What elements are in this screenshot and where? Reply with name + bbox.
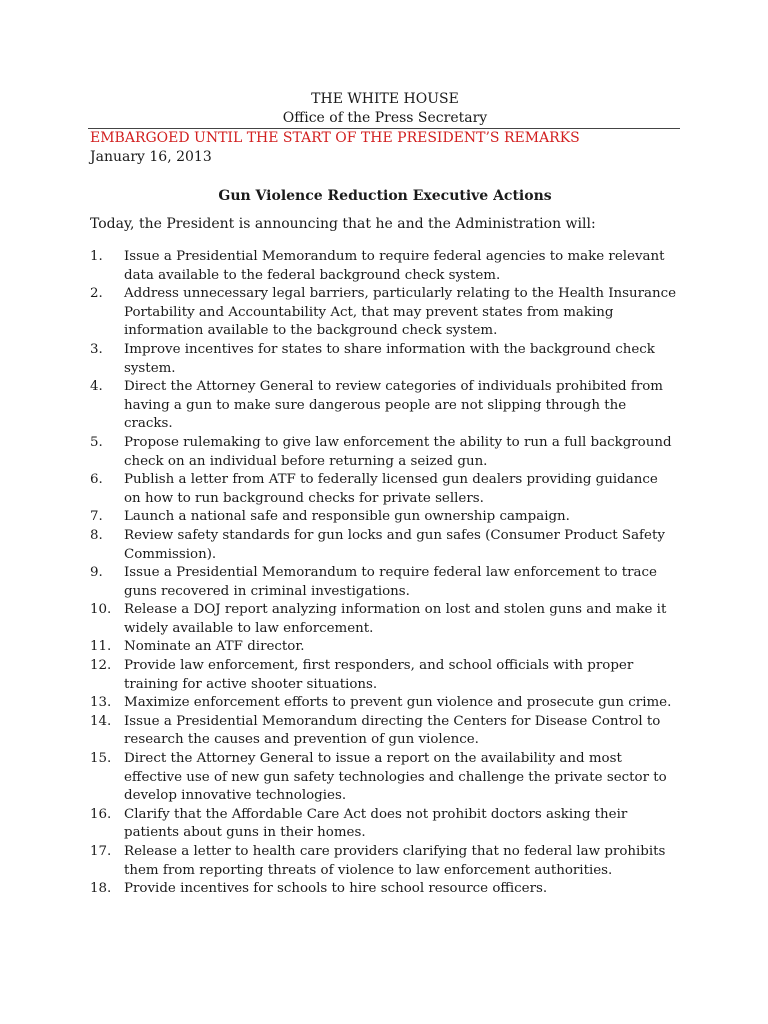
action-item: [90, 341, 682, 378]
embargo-notice: EMBARGOED UNTIL THE START OF THE PRESIDENT’S REMARKS: [90, 130, 580, 146]
action-text: Review safety standards for gun locks and gun safes (Consumer Product Safety Commission).: [124, 527, 665, 562]
action-item: [90, 601, 682, 638]
action-number: 16.: [90, 806, 112, 822]
action-item: [90, 508, 682, 527]
action-number: 6.: [90, 472, 103, 488]
action-item: [90, 880, 682, 899]
header-subtitle: Office of the Press Secretary: [282, 110, 488, 126]
action-number: 3.: [90, 341, 103, 357]
action-text: Publish a letter from ATF to federally licensed gun dealers providing guidance on how to run background checks for private sellers.: [124, 472, 658, 506]
action-text: Improve incentives for states to share information with the background check system.: [124, 341, 655, 376]
actions-list: [90, 248, 682, 899]
action-number: 1.: [90, 249, 103, 264]
action-item: [90, 638, 682, 657]
action-item: [90, 843, 682, 880]
action-item: [90, 248, 682, 285]
letterhead: [90, 90, 680, 128]
action-item: [90, 713, 682, 750]
action-number: 11.: [90, 639, 112, 655]
action-number: 7.: [90, 509, 103, 525]
action-number: 17.: [90, 844, 112, 859]
action-text: Release a letter to health care providers clarifying that no federal law prohibits them from reporting threats of violence to law enforcement authorities.: [124, 844, 666, 878]
action-number: 9.: [90, 565, 103, 581]
action-item: [90, 564, 682, 601]
header-title: THE WHITE HOUSE: [311, 91, 459, 107]
action-number: 18.: [90, 881, 112, 897]
action-text: Address unnecessary legal barriers, particularly relating to the Health Insurance Portability and Accountability Act, that may prevent states from making information available to the background check system.: [124, 286, 677, 339]
action-text: Nominate an ATF director.: [124, 639, 305, 655]
action-text: Direct the Attorney General to review categories of individuals prohibited from having a gun to make sure dangerous people are not slipping through the cracks.: [124, 379, 663, 432]
action-item: [90, 657, 682, 694]
action-text: Propose rulemaking to give law enforcement the ability to run a full background check on an individual before returning a seized gun.: [124, 434, 672, 469]
action-item: [90, 694, 682, 713]
action-item: [90, 806, 682, 843]
action-text: Provide incentives for schools to hire school resource officers.: [124, 881, 548, 897]
action-text: Clarify that the Affordable Care Act does not prohibit doctors asking their patients about guns in their homes.: [124, 806, 628, 841]
intro-paragraph: Today, the President is announcing that he and the Administration will:: [90, 216, 596, 232]
action-number: 2.: [90, 286, 103, 302]
action-item: [90, 434, 682, 471]
action-text: Issue a Presidential Memorandum directing the Centers for Disease Control to research the causes and prevention of gun violence.: [124, 713, 661, 748]
action-number: 8.: [90, 527, 103, 543]
action-number: 13.: [90, 695, 112, 711]
action-item: [90, 378, 682, 434]
action-text: Launch a national safe and responsible gun ownership campaign.: [124, 509, 570, 525]
action-text: Release a DOJ report analyzing information on lost and stolen guns and make it widely available to law enforcement.: [124, 602, 667, 636]
action-item: [90, 527, 682, 564]
action-number: 10.: [90, 602, 112, 618]
release-date: January 16, 2013: [90, 149, 212, 165]
action-number: 14.: [90, 713, 112, 729]
action-item: [90, 285, 682, 341]
document-title: Gun Violence Reduction Executive Actions: [218, 188, 552, 204]
action-number: 4.: [90, 379, 103, 395]
action-text: Issue a Presidential Memorandum to require federal agencies to make relevant data available to the federal background check system.: [124, 249, 665, 283]
action-text: Maximize enforcement efforts to prevent gun violence and prosecute gun crime.: [124, 695, 672, 711]
action-text: Direct the Attorney General to issue a report on the availability and most effective use of new gun safety technologies and challenge the private sector to develop innovative technologies.: [124, 751, 667, 804]
action-text: Issue a Presidential Memorandum to require federal law enforcement to trace guns recovered in criminal investigations.: [124, 565, 657, 599]
action-item: [90, 471, 682, 508]
action-text: Provide law enforcement, first responders, and school officials with proper training for active shooter situations.: [124, 658, 634, 692]
action-number: 12.: [90, 658, 112, 674]
action-number: 15.: [90, 751, 112, 767]
action-item: [90, 750, 682, 806]
action-number: 5.: [90, 434, 103, 450]
